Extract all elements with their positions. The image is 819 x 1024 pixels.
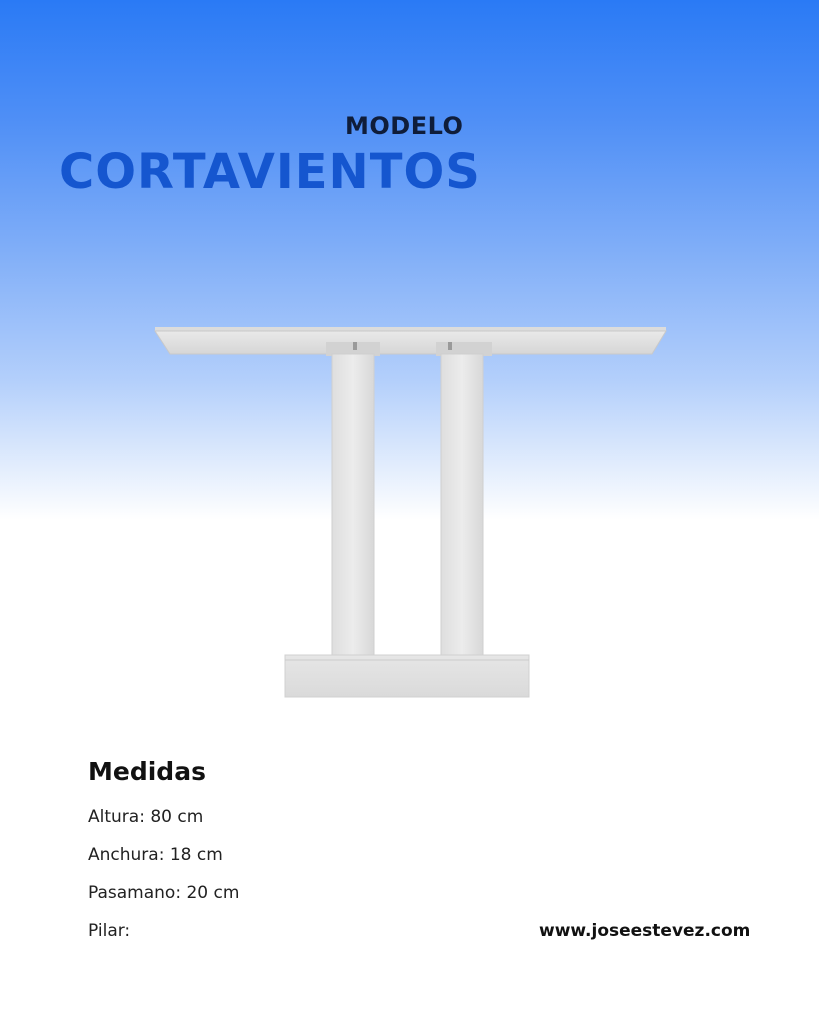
spec-altura: Altura: 80 cm	[88, 807, 204, 827]
spec-pasamano: Pasamano: 20 cm	[88, 883, 240, 903]
pillar-right	[441, 354, 483, 660]
product-image	[150, 318, 670, 702]
specs-heading: Medidas	[88, 757, 206, 786]
model-label: MODELO	[345, 112, 464, 140]
model-name-title: CORTAVIENTOS	[59, 144, 481, 200]
base-block	[285, 655, 529, 697]
website-link[interactable]: www.joseestevez.com	[539, 921, 751, 941]
railing-top-face	[155, 327, 666, 331]
concrete-windbreak-illustration	[150, 318, 670, 702]
pillar-left	[332, 354, 374, 660]
railing-slab	[155, 331, 666, 354]
spec-pilar: Pilar:	[88, 921, 131, 941]
spec-anchura: Anchura: 18 cm	[88, 845, 223, 865]
